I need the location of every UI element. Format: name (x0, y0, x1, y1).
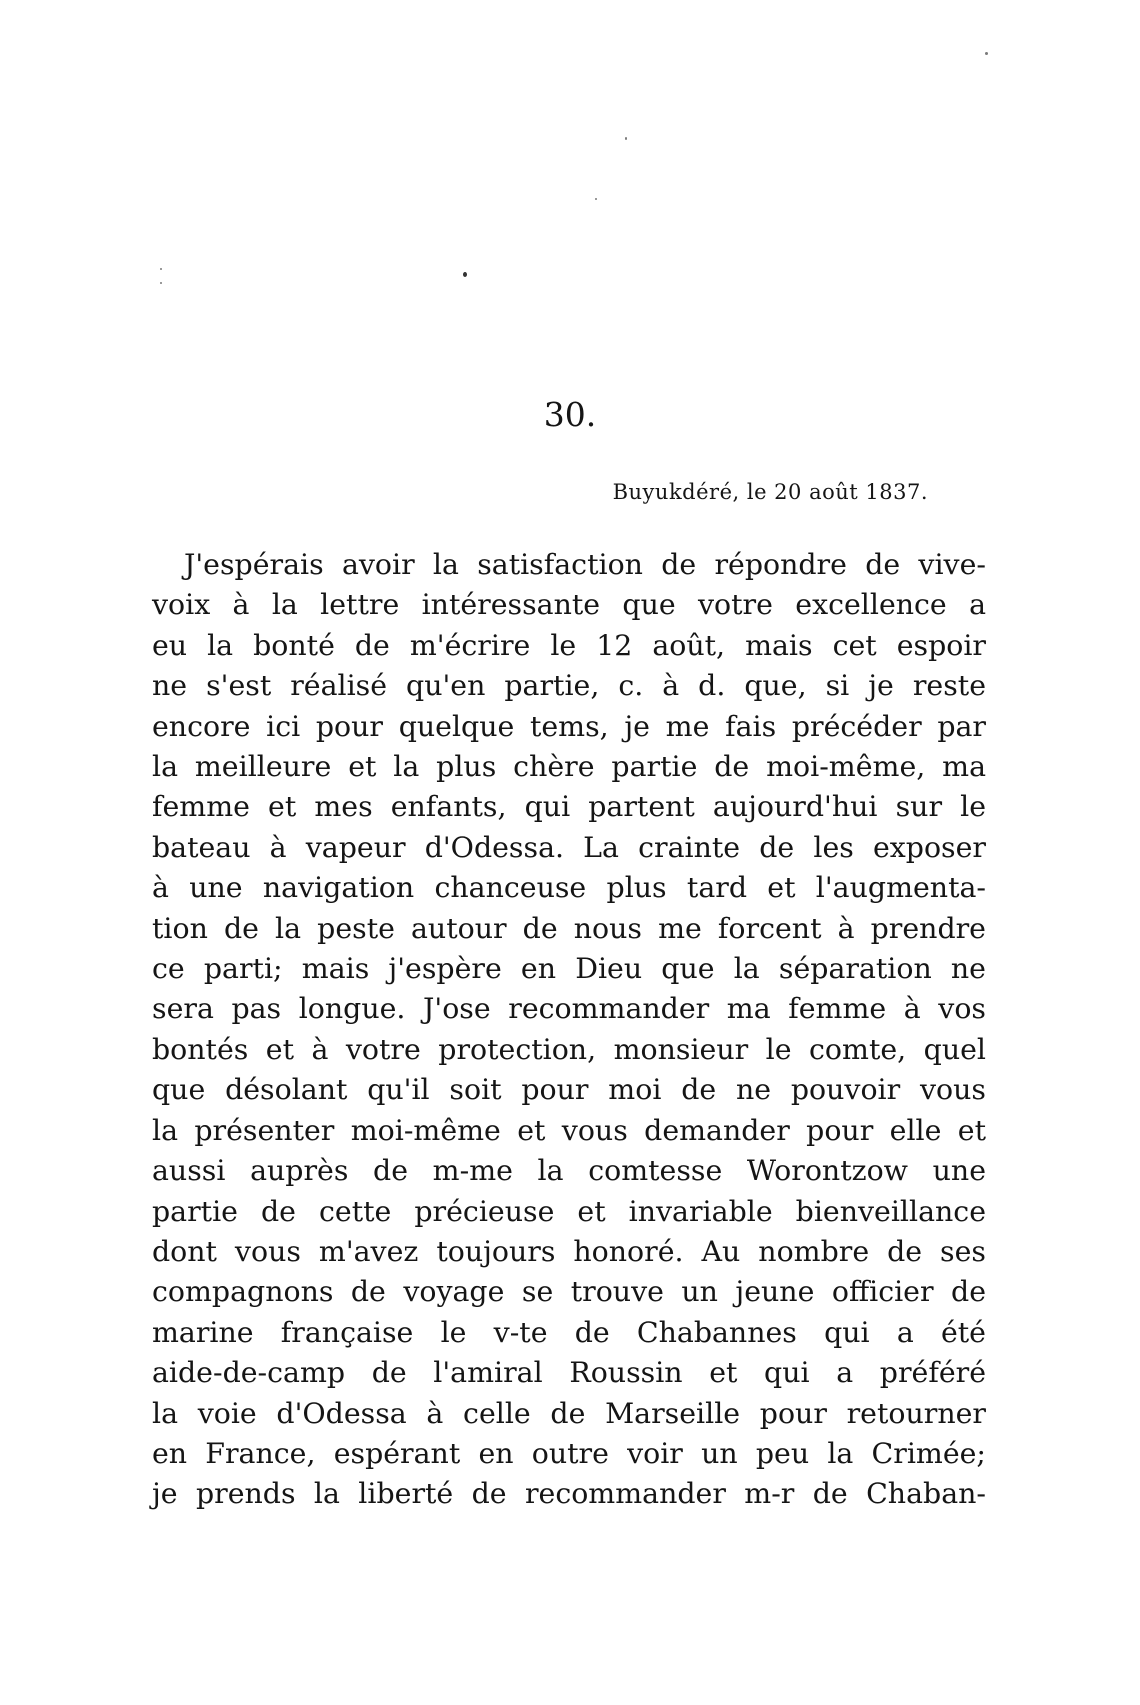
letter-number: 30. (543, 395, 597, 434)
text-line: aide-de-camp de l'amiral Roussin et qui a préféré (152, 1356, 986, 1390)
text-line: encore ici pour quelque tems, je me fais précéder par (152, 709, 986, 743)
letter-body (152, 545, 986, 1515)
text-line: je prends la liberté de recommander m-r de Chaban- (152, 1477, 986, 1511)
text-line: tion de la peste autour de nous me forcent à prendre (152, 911, 986, 945)
text-line: aussi auprès de m-me la comtesse Worontzow une (152, 1154, 986, 1188)
scan-speck (625, 137, 627, 140)
scan-speck (160, 282, 162, 284)
text-line: la voie d'Odessa à celle de Marseille pour retourner (152, 1396, 986, 1430)
text-line: bateau à vapeur d'Odessa. La crainte de les exposer (152, 830, 986, 864)
text-line: J'espérais avoir la satisfaction de répondre de vive- (184, 548, 986, 581)
text-line: sera pas longue. J'ose recommander ma femme à vos (152, 992, 986, 1026)
text-line: que désolant qu'il soit pour moi de ne pouvoir vous (152, 1073, 986, 1107)
text-line: voix à la lettre intéressante que votre excellence a (152, 588, 986, 622)
scan-speck (160, 268, 162, 270)
text-line: à une navigation chanceuse plus tard et l'augmenta- (152, 871, 986, 905)
text-line: marine française le v-te de Chabannes qui a été (152, 1315, 986, 1349)
text-line: femme et mes enfants, qui partent aujourd'hui sur le (152, 790, 986, 824)
text-line: compagnons de voyage se trouve un jeune officier de (152, 1275, 986, 1309)
text-line: bontés et à votre protection, monsieur le comte, quel (152, 1032, 986, 1066)
text-line: partie de cette précieuse et invariable bienveillance (152, 1194, 986, 1228)
text-line: dont vous m'avez toujours honoré. Au nombre de ses (152, 1234, 986, 1268)
text-line: ce parti; mais j'espère en Dieu que la séparation ne (152, 952, 986, 986)
scan-speck (463, 272, 467, 277)
scan-speck (595, 198, 597, 200)
text-line: en France, espérant en outre voir un peu la Crimée; (152, 1436, 986, 1470)
text-line: la meilleure et la plus chère partie de moi-même, ma (152, 750, 986, 784)
text-line: la présenter moi-même et vous demander pour elle et (152, 1113, 986, 1147)
dateline: Buyukdéré, le 20 août 1837. (612, 480, 928, 504)
text-line: eu la bonté de m'écrire le 12 août, mais cet espoir (152, 628, 986, 662)
text-line: ne s'est réalisé qu'en partie, c. à d. que, si je reste (152, 669, 986, 703)
scan-speck (985, 52, 988, 55)
